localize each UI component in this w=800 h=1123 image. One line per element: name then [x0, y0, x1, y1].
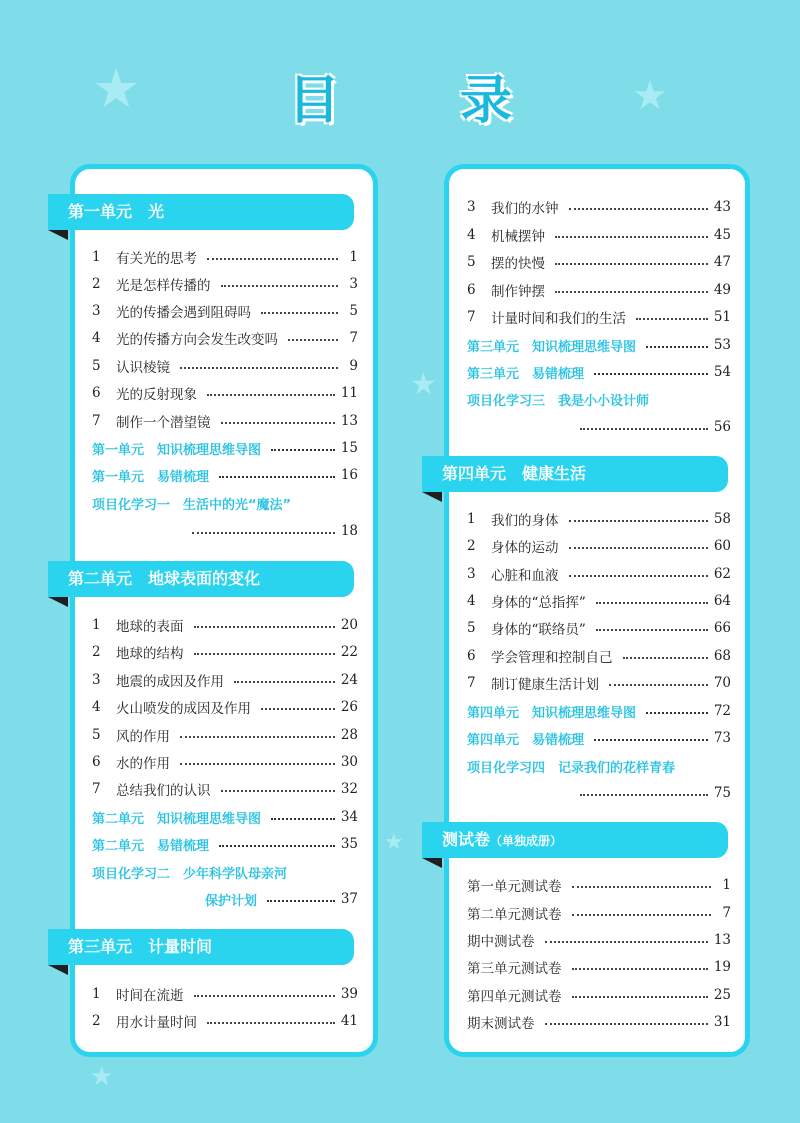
toc-label: 地震的成因及作用: [116, 674, 224, 690]
leader-dots: [221, 422, 335, 424]
toc-page: 20: [340, 617, 358, 633]
toc-label: 心脏和血液: [491, 568, 559, 584]
toc-num: 3: [92, 672, 101, 688]
toc-label: 用水计量时间: [116, 1015, 197, 1031]
toc-page: 28: [340, 727, 358, 743]
toc-entry-project-page[interactable]: [205, 888, 358, 910]
toc-num: 2: [92, 276, 101, 292]
leader-dots: [646, 712, 708, 714]
toc-page: 49: [713, 282, 731, 298]
toc-label: 计量时间和我们的生活: [491, 311, 626, 327]
leader-dots: [288, 339, 338, 341]
test-entry[interactable]: [467, 874, 731, 896]
test-entry[interactable]: [467, 984, 731, 1006]
toc-page: 41: [340, 1013, 358, 1029]
toc-label: 项目化学习四 记录我们的花样青春: [467, 760, 676, 776]
toc-entry[interactable]: [467, 535, 731, 557]
toc-entry[interactable]: [467, 224, 731, 246]
test-entry[interactable]: [467, 929, 731, 951]
test-entry[interactable]: [467, 956, 731, 978]
toc-entry-review[interactable]: [467, 334, 731, 356]
toc-label: 地球的结构: [116, 646, 184, 662]
toc-label: 身体的“联络员”: [491, 622, 586, 638]
toc-label: 第四单元测试卷: [467, 989, 562, 1005]
toc-entry[interactable]: [92, 778, 358, 800]
toc-label: 地球的表面: [116, 619, 184, 635]
leader-dots: [545, 941, 708, 943]
unit-banner: [422, 456, 728, 492]
toc-label: 光的反射现象: [116, 387, 197, 403]
toc-label: 第三单元 知识梳理思维导图: [467, 339, 637, 355]
leader-dots: [545, 1023, 708, 1025]
toc-label: 总结我们的认识: [116, 783, 211, 799]
leader-dots: [572, 886, 712, 888]
leader-dots: [271, 449, 335, 451]
toc-label: 制作一个潜望镜: [116, 415, 211, 431]
tests-banner: [422, 822, 728, 858]
toc-page: 43: [713, 199, 731, 215]
star-decoration: ★: [632, 73, 668, 119]
toc-entry[interactable]: [467, 508, 731, 530]
toc-label: 期中测试卷: [467, 934, 535, 950]
toc-page: 5: [349, 303, 358, 319]
toc-page: 1: [349, 249, 358, 265]
toc-entry[interactable]: [92, 410, 358, 432]
toc-page: 9: [349, 358, 358, 374]
toc-page: 73: [713, 730, 731, 746]
unit-banner-label: 第二单元 地球表面的变化: [68, 569, 261, 588]
leader-dots: [594, 739, 708, 741]
leader-dots: [207, 394, 335, 396]
leader-dots: [271, 818, 335, 820]
toc-page: 18: [340, 523, 358, 539]
toc-entry[interactable]: [467, 306, 731, 328]
toc-page: 54: [713, 364, 731, 380]
toc-page: 7: [349, 330, 358, 346]
leader-dots: [207, 1022, 335, 1024]
toc-entry[interactable]: [92, 382, 358, 404]
toc-entry[interactable]: [92, 273, 358, 295]
toc-label: 风的作用: [116, 729, 170, 745]
toc-entry-review[interactable]: [92, 437, 358, 459]
leader-dots: [569, 520, 708, 522]
toc-page: 37: [340, 891, 358, 907]
toc-entry-review[interactable]: [467, 361, 731, 383]
toc-num: 7: [467, 309, 476, 325]
toc-num: 3: [467, 566, 476, 582]
toc-label: 第二单元测试卷: [467, 907, 562, 923]
toc-num: 6: [467, 648, 476, 664]
toc-entry[interactable]: [92, 751, 358, 773]
tests-banner-label: 测试卷: [442, 830, 491, 849]
toc-page: 15: [340, 440, 358, 456]
leader-dots: [572, 996, 708, 998]
toc-label: 光是怎样传播的: [116, 278, 211, 294]
toc-entry-review[interactable]: [467, 700, 731, 722]
toc-page: 19: [713, 959, 731, 975]
toc-label: 第二单元 知识梳理思维导图: [92, 811, 262, 827]
toc-entry-project[interactable]: [467, 755, 731, 777]
toc-entry[interactable]: [467, 590, 731, 612]
leader-dots: [623, 657, 708, 659]
toc-page: 24: [340, 672, 358, 688]
leader-dots: [555, 291, 708, 293]
toc-page: 35: [340, 836, 358, 852]
toc-column-left: [70, 164, 378, 1057]
toc-entry-project-page[interactable]: [580, 782, 731, 804]
leader-dots: [569, 547, 708, 549]
toc-entry-project[interactable]: [467, 388, 731, 410]
toc-page: 53: [713, 337, 731, 353]
leader-dots: [569, 208, 708, 210]
leader-dots: [572, 968, 708, 970]
toc-label: 我们的身体: [491, 513, 559, 529]
toc-num: 2: [92, 1013, 101, 1029]
unit-banner: [48, 561, 354, 597]
toc-page: 39: [340, 986, 358, 1002]
toc-num: 7: [92, 781, 101, 797]
toc-label: 第四单元 知识梳理思维导图: [467, 705, 637, 721]
toc-entry[interactable]: [92, 327, 358, 349]
leader-dots: [580, 428, 708, 430]
toc-page: 47: [713, 254, 731, 270]
toc-page: 11: [340, 385, 358, 401]
leader-dots: [267, 900, 335, 902]
toc-entry[interactable]: [92, 724, 358, 746]
toc-entry[interactable]: [92, 614, 358, 636]
toc-num: 1: [467, 511, 476, 527]
toc-entry-review[interactable]: [92, 806, 358, 828]
leader-dots: [221, 285, 339, 287]
toc-label: 项目化学习二 少年科学队母亲河: [92, 866, 288, 882]
leader-dots: [192, 532, 335, 534]
toc-entry-project[interactable]: [92, 492, 358, 514]
toc-label: 第一单元 易错梳理: [92, 469, 210, 485]
toc-label: 光的传播会遇到阻碍吗: [116, 305, 251, 321]
leader-dots: [194, 653, 335, 655]
toc-label: 光的传播方向会发生改变吗: [116, 332, 278, 348]
toc-label: 有关光的思考: [116, 251, 197, 267]
toc-num: 4: [467, 593, 476, 609]
leader-dots: [555, 263, 708, 265]
toc-entry[interactable]: [92, 696, 358, 718]
page-title: [0, 58, 800, 133]
toc-label: 项目化学习一 生活中的光“魔法”: [92, 497, 292, 513]
toc-label: 制作钟摆: [491, 284, 545, 300]
toc-page: 62: [713, 566, 731, 582]
leader-dots: [580, 794, 708, 796]
unit-banner-label: 第一单元 光: [68, 202, 165, 221]
toc-page: 16: [340, 467, 358, 483]
toc-entry-review[interactable]: [467, 727, 731, 749]
toc-entry[interactable]: [467, 645, 731, 667]
toc-page: 66: [713, 620, 731, 636]
toc-label: 期末测试卷: [467, 1016, 535, 1032]
toc-entry[interactable]: [92, 641, 358, 663]
leader-dots: [180, 763, 335, 765]
toc-page: 1: [722, 877, 731, 893]
toc-page: 45: [713, 227, 731, 243]
toc-page: 60: [713, 538, 731, 554]
unit-banner-label: 第四单元 健康生活: [442, 464, 587, 483]
star-decoration: ★: [384, 830, 404, 855]
toc-num: 4: [92, 699, 101, 715]
toc-num: 5: [467, 254, 476, 270]
leader-dots: [261, 708, 335, 710]
toc-label: 第一单元 知识梳理思维导图: [92, 442, 262, 458]
toc-entry[interactable]: [92, 983, 358, 1005]
toc-entry[interactable]: [92, 355, 358, 377]
toc-label: 制订健康生活计划: [491, 677, 599, 693]
toc-page: 75: [713, 785, 731, 801]
toc-entry[interactable]: [92, 1010, 358, 1032]
toc-entry[interactable]: [467, 196, 731, 218]
leader-dots: [636, 318, 708, 320]
toc-page: 13: [713, 932, 731, 948]
leader-dots: [596, 602, 708, 604]
leader-dots: [261, 312, 338, 314]
toc-num: 6: [92, 385, 101, 401]
toc-num: 1: [92, 617, 101, 633]
toc-num: 4: [92, 330, 101, 346]
toc-page: 31: [713, 1014, 731, 1030]
toc-page: 32: [340, 781, 358, 797]
toc-num: 1: [92, 249, 101, 265]
unit-banner: [48, 194, 354, 230]
toc-page: 72: [713, 703, 731, 719]
star-decoration: ★: [410, 367, 437, 402]
toc-page: 13: [340, 413, 358, 429]
toc-label: 第三单元测试卷: [467, 961, 562, 977]
leader-dots: [180, 736, 335, 738]
toc-entry[interactable]: [92, 669, 358, 691]
leader-dots: [646, 346, 708, 348]
toc-num: 3: [467, 199, 476, 215]
toc-entry[interactable]: [467, 563, 731, 585]
toc-page: 34: [340, 809, 358, 825]
toc-page: 3: [349, 276, 358, 292]
toc-entry[interactable]: [92, 300, 358, 322]
toc-label: 学会管理和控制自己: [491, 650, 613, 666]
star-decoration: ★: [90, 1062, 114, 1092]
toc-entry[interactable]: [467, 672, 731, 694]
toc-label: 认识棱镜: [116, 360, 170, 376]
toc-entry[interactable]: [92, 246, 358, 268]
toc-label: 时间在流逝: [116, 988, 184, 1004]
toc-label: 第四单元 易错梳理: [467, 732, 585, 748]
toc-page: 25: [713, 987, 731, 1003]
unit-banner-label: 第三单元 计量时间: [68, 937, 213, 956]
toc-entry-review[interactable]: [92, 464, 358, 486]
leader-dots: [569, 575, 708, 577]
test-entry[interactable]: [467, 902, 731, 924]
toc-label: 水的作用: [116, 756, 170, 772]
leader-dots: [572, 914, 712, 916]
toc-entry-project[interactable]: [92, 861, 358, 883]
leader-dots: [594, 373, 708, 375]
toc-label: 身体的运动: [491, 540, 559, 556]
toc-page: 56: [713, 419, 731, 435]
leader-dots: [609, 684, 708, 686]
toc-page: 26: [340, 699, 358, 715]
toc-page: 68: [713, 648, 731, 664]
title-char: 录: [460, 71, 513, 131]
leader-dots: [219, 845, 335, 847]
title-char: 目: [287, 71, 340, 131]
toc-entry[interactable]: [467, 251, 731, 273]
toc-label: 摆的快慢: [491, 256, 545, 272]
toc-num: 5: [92, 727, 101, 743]
toc-page: 58: [713, 511, 731, 527]
toc-entry-review[interactable]: [92, 833, 358, 855]
leader-dots: [194, 626, 335, 628]
tests-banner-sub: （单独成册）: [490, 834, 563, 848]
star-decoration: ★: [92, 57, 141, 120]
toc-num: 3: [92, 303, 101, 319]
toc-label: 项目化学习三 我是小小设计师: [467, 393, 650, 409]
toc-entry[interactable]: [467, 279, 731, 301]
toc-label: 第三单元 易错梳理: [467, 366, 585, 382]
toc-num: 5: [467, 620, 476, 636]
toc-page: 30: [340, 754, 358, 770]
toc-label: 火山喷发的成因及作用: [116, 701, 251, 717]
toc-page: 64: [713, 593, 731, 609]
toc-num: 5: [92, 358, 101, 374]
toc-label: 机械摆钟: [491, 229, 545, 245]
toc-page: 22: [340, 644, 358, 660]
toc-num: 7: [92, 413, 101, 429]
toc-page: 7: [722, 905, 731, 921]
unit-banner: [48, 929, 354, 965]
toc-label: 保护计划: [205, 893, 258, 909]
toc-num: 2: [467, 538, 476, 554]
toc-entry-project-page[interactable]: [192, 520, 358, 542]
leader-dots: [555, 236, 708, 238]
leader-dots: [221, 790, 335, 792]
toc-label: 身体的“总指挥”: [491, 595, 586, 611]
leader-dots: [596, 629, 708, 631]
toc-num: 4: [467, 227, 476, 243]
toc-label: 我们的水钟: [491, 201, 559, 217]
toc-entry-project-page[interactable]: [580, 416, 731, 438]
toc-label: 第二单元 易错梳理: [92, 838, 210, 854]
leader-dots: [219, 476, 335, 478]
toc-num: 7: [467, 675, 476, 691]
toc-num: 6: [92, 754, 101, 770]
toc-entry[interactable]: [467, 617, 731, 639]
leader-dots: [207, 258, 338, 260]
toc-page: 70: [713, 675, 731, 691]
leader-dots: [234, 681, 335, 683]
toc-num: 6: [467, 282, 476, 298]
toc-label: 第一单元测试卷: [467, 879, 562, 895]
test-entry[interactable]: [467, 1011, 731, 1033]
toc-page: 51: [713, 309, 731, 325]
toc-num: 2: [92, 644, 101, 660]
leader-dots: [194, 995, 335, 997]
leader-dots: [180, 367, 338, 369]
toc-num: 1: [92, 986, 101, 1002]
